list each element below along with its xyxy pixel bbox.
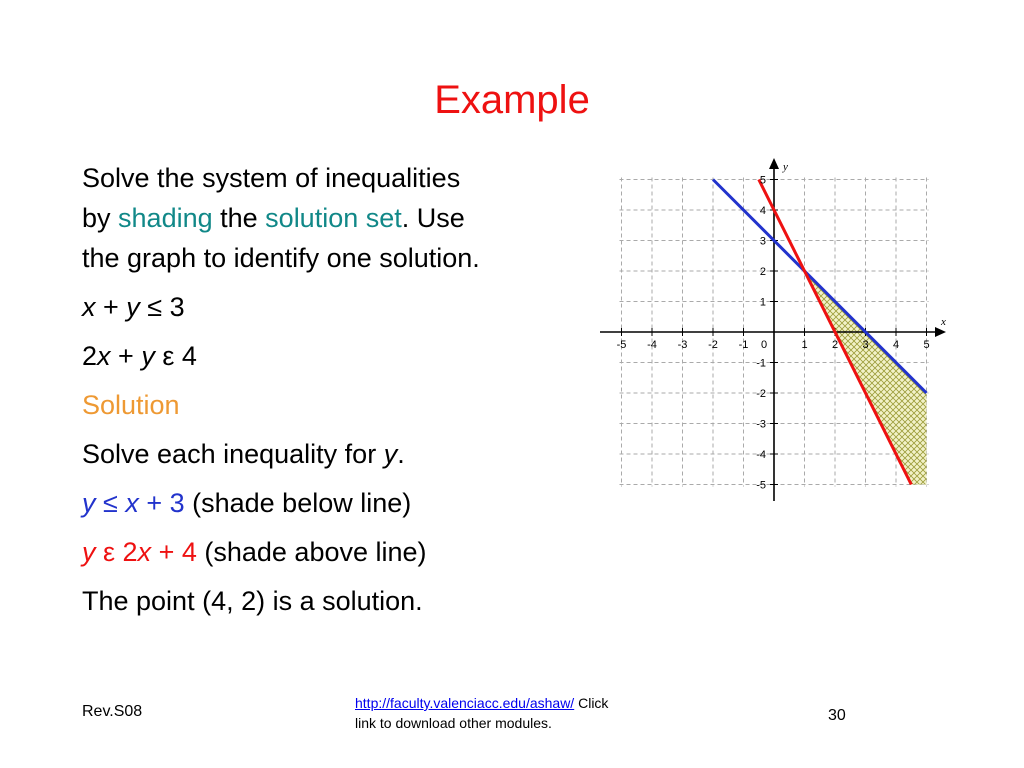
shading-term: shading: [118, 203, 213, 233]
coefficient: 2: [122, 537, 138, 567]
inequality-1: [82, 287, 602, 327]
series-line-1: [713, 180, 930, 394]
plus-sign: +: [110, 341, 142, 371]
var-x: x: [125, 488, 139, 518]
footer-note: [355, 693, 685, 733]
intro-line-1: Solve the system of inequalities: [82, 163, 461, 193]
footer-click-text: Click: [574, 695, 609, 711]
intro-line-3: the graph to identify one solution.: [82, 243, 480, 273]
plus-sign: +: [95, 292, 127, 322]
x-tick-label: 2: [831, 339, 839, 351]
solution-set-term: solution set: [265, 203, 402, 233]
var-x: x: [137, 537, 152, 567]
slide-body: [82, 158, 602, 621]
x-tick-label: 0: [760, 339, 768, 351]
shade-note: (shade above line): [196, 537, 427, 567]
x-tick-label: 5: [923, 339, 930, 351]
x-tick-label: -1: [738, 339, 749, 351]
y-tick-label: 4: [759, 205, 766, 217]
var-y: y: [141, 341, 155, 371]
var-y: y: [126, 292, 140, 322]
var-x: x: [97, 341, 111, 371]
y-tick-label: 3: [759, 235, 766, 248]
y-axis-label: y: [783, 161, 788, 173]
shade-note: (shade below line): [184, 488, 412, 518]
conclusion-post: 2) is a solution.: [241, 586, 423, 616]
solution-heading: Solution: [82, 390, 180, 420]
x-tick-label: 4: [892, 339, 900, 351]
inequality-graph: [596, 155, 952, 505]
period: .: [397, 439, 405, 469]
conclusion-pre: The point (4,: [82, 586, 242, 616]
equation-1: [82, 483, 602, 523]
inequality-rhs: ≤ 3: [139, 292, 185, 322]
y-axis-arrow: [769, 158, 779, 169]
var-y: y: [82, 537, 96, 567]
equation-rhs: + 3: [138, 488, 185, 518]
var-y: y: [383, 439, 398, 469]
y-tick-label: 1: [759, 296, 766, 309]
equation-2: [82, 532, 602, 572]
y-tick-label: -3: [756, 418, 766, 431]
y-tick-label: -1: [756, 357, 766, 370]
inequality-rhs: ε 4: [154, 341, 197, 371]
page-number: 30: [828, 707, 846, 724]
x-axis-arrow: [935, 327, 946, 337]
y-tick-label: -4: [756, 449, 766, 461]
intro-text: . Use: [401, 203, 465, 233]
intro-text: the: [212, 203, 266, 233]
relation: ≤: [95, 488, 126, 518]
y-tick-label: 2: [759, 266, 766, 278]
var-x: x: [82, 292, 96, 322]
y-tick-label: -2: [756, 388, 766, 400]
inequality-2: [82, 336, 602, 376]
conclusion: [82, 581, 602, 621]
intro-line-2: [82, 198, 602, 238]
revision-label: Rev.S08: [82, 703, 143, 720]
equation-rhs: + 4: [151, 537, 197, 567]
step-text: [82, 434, 602, 474]
step-label: Solve each inequality for: [82, 439, 384, 469]
footer-line-2: link to download other modules.: [355, 715, 552, 731]
slide-title: Example: [434, 78, 590, 122]
coefficient: 2: [82, 341, 98, 371]
x-tick-label: 1: [801, 339, 808, 351]
var-y: y: [82, 488, 96, 518]
y-tick-label: -5: [756, 479, 766, 492]
x-tick-label: -2: [708, 339, 718, 351]
x-tick-label: -5: [616, 339, 627, 351]
x-tick-label: -3: [677, 339, 688, 351]
relation: ε: [95, 537, 123, 567]
intro-text: by: [82, 203, 119, 233]
x-tick-label: 3: [862, 339, 869, 351]
x-tick-label: -4: [647, 339, 657, 351]
faculty-link[interactable]: http://faculty.valenciacc.edu/ashaw/: [355, 695, 575, 711]
y-tick-label: 5: [759, 174, 766, 187]
x-axis-label: x: [941, 316, 946, 328]
